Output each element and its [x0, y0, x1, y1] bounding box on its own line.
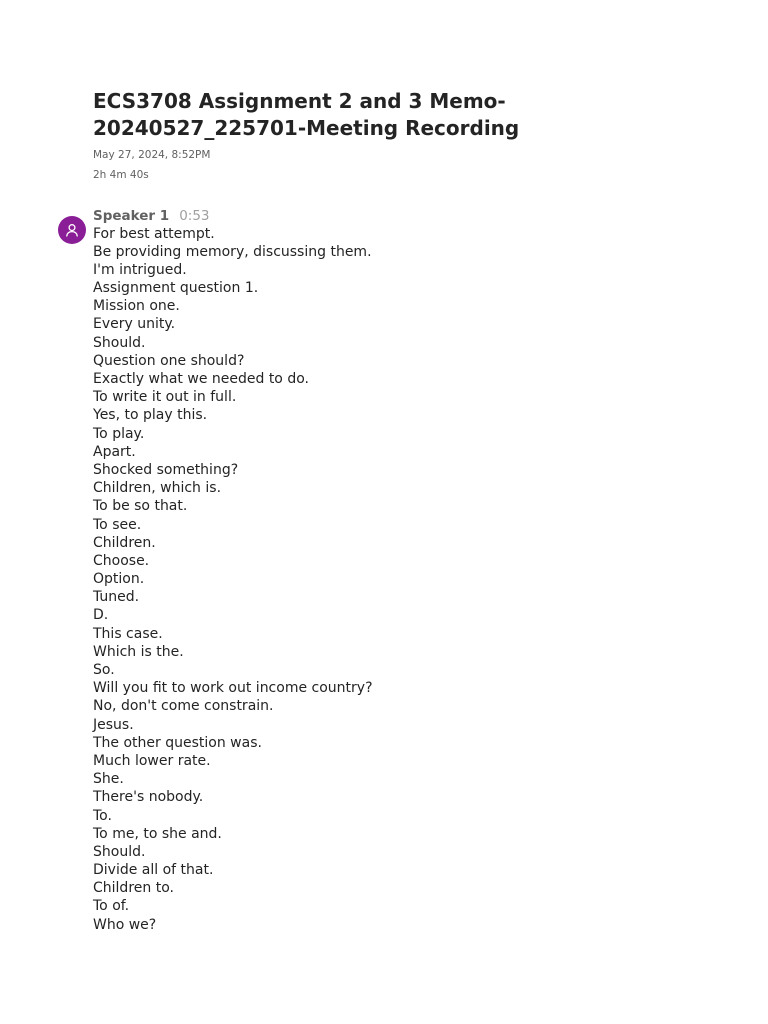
transcript-line: Exactly what we needed to do.	[93, 371, 309, 387]
transcript-line: Who we?	[93, 916, 157, 933]
transcript-line: To play.	[93, 425, 145, 442]
transcript-line: Be providing memory, discussing them.	[93, 243, 372, 260]
transcript-line: Will you fit to work out income country?	[93, 680, 373, 697]
transcript-line: Children, which is.	[93, 480, 222, 497]
transcript-line: I'm intrigued.	[93, 261, 187, 278]
transcript-line: Should.	[93, 843, 146, 860]
speaker-name: Speaker 1	[93, 208, 170, 224]
transcript-line: To write it out in full.	[93, 389, 237, 406]
transcript-line: Yes, to play this.	[93, 407, 208, 424]
transcript-lines	[93, 225, 373, 934]
transcript-line: There's nobody.	[93, 789, 204, 806]
transcript-line: Much lower rate.	[93, 752, 211, 769]
transcript-line: Which is the.	[93, 643, 184, 660]
transcript-line: To me, to she and.	[93, 825, 222, 842]
transcript-line: Shocked something?	[93, 461, 239, 478]
transcript-line: Should.	[93, 334, 146, 351]
transcript-line: This case.	[93, 625, 163, 642]
transcript-line: Children.	[93, 534, 156, 551]
transcript-line: To see.	[93, 516, 142, 533]
transcript-line: Tuned.	[93, 589, 140, 606]
transcript-line: To be so that.	[93, 498, 188, 515]
transcript-line: Question one should?	[93, 352, 245, 369]
transcript-line: Assignment question 1.	[93, 280, 259, 297]
transcript-line: Every unity.	[93, 316, 176, 333]
speaker-avatar	[58, 216, 86, 244]
speaker-timestamp[interactable]: 0:53	[179, 208, 210, 224]
transcript-line: D.	[93, 607, 109, 624]
transcript-line: Option.	[93, 571, 145, 588]
speaker-header	[93, 206, 210, 224]
recording-duration: 2h 4m 40s	[93, 169, 149, 181]
transcript-line: She.	[93, 771, 124, 788]
transcript-line: So.	[93, 662, 115, 678]
transcript-line: To of.	[93, 898, 130, 915]
transcript-line: No, don't come constrain.	[93, 698, 274, 715]
transcript-line: Apart.	[93, 443, 136, 460]
transcript-line: Jesus.	[93, 716, 134, 733]
transcript-line: For best attempt.	[93, 225, 215, 242]
page-title: ECS3708 Assignment 2 and 3 Memo-20240527_225701-Meeting Recording	[93, 89, 520, 140]
transcript-line: To.	[93, 807, 112, 824]
transcript-line: Divide all of that.	[93, 862, 214, 879]
transcript-line: Children to.	[93, 880, 174, 897]
transcript-line: Mission one.	[93, 298, 180, 315]
transcript-line: Choose.	[93, 552, 150, 569]
person-icon	[65, 223, 79, 237]
recording-date: May 27, 2024, 8:52PM	[93, 149, 211, 161]
transcript-line: The other question was.	[93, 734, 262, 751]
